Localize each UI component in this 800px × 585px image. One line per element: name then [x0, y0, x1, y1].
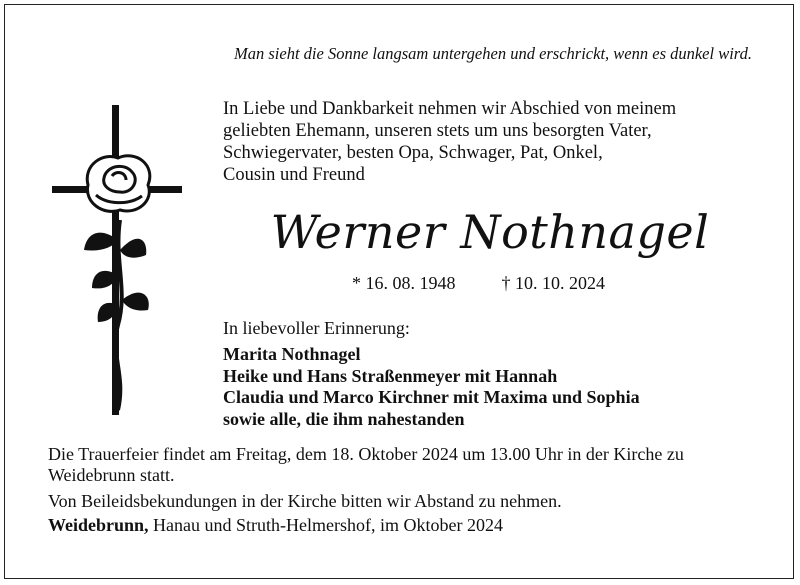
intro-line: Schwiegervater, besten Opa, Schwager, Pat, Onkel, — [223, 143, 603, 163]
intro-line: Cousin und Freund — [223, 165, 365, 185]
condolence-note: Von Beileidsbekundungen in der Kirche bitten wir Abstand zu nehmen. — [48, 491, 562, 511]
closing-rest: Hanau und Struth-Helmershof, im Oktober 2024 — [148, 515, 503, 535]
closing-line — [48, 515, 503, 536]
funeral-line: Die Trauerfeier findet am Freitag, dem 18. Oktober 2024 um 13.00 Uhr in der Kirche zu — [48, 444, 684, 464]
funeral-info — [48, 444, 684, 512]
mourner-entry: Heike und Hans Straßenmeyer mit Hannah — [223, 365, 558, 386]
mourner-entry: sowie alle, die ihm nahestanden — [223, 408, 465, 429]
funeral-line: Weidebrunn statt. — [48, 465, 175, 485]
deceased-name: Werner Nothnagel — [270, 205, 710, 259]
mourner-entry: Marita Nothnagel — [223, 344, 361, 364]
intro-line: geliebten Ehemann, unseren stets um uns besorgten Vater, — [223, 121, 652, 141]
intro-text — [223, 98, 676, 186]
death-date: † 10. 10. 2024 — [501, 273, 605, 293]
life-dates — [352, 273, 605, 294]
birth-date: * 16. 08. 1948 — [352, 273, 456, 293]
closing-place: Weidebrunn, — [48, 515, 149, 535]
mourner-entry: Claudia und Marco Kirchner mit Maxima und Sophia — [223, 387, 640, 407]
cross-with-rose-icon — [48, 100, 188, 420]
mourners-list — [223, 344, 640, 430]
memory-label: In liebevoller Erinnerung: — [223, 318, 410, 338]
motto-quote: Man sieht die Sonne langsam untergehen und erschrickt, wenn es dunkel wird. — [234, 44, 752, 63]
intro-line: In Liebe und Dankbarkeit nehmen wir Abschied von meinem — [223, 99, 677, 119]
